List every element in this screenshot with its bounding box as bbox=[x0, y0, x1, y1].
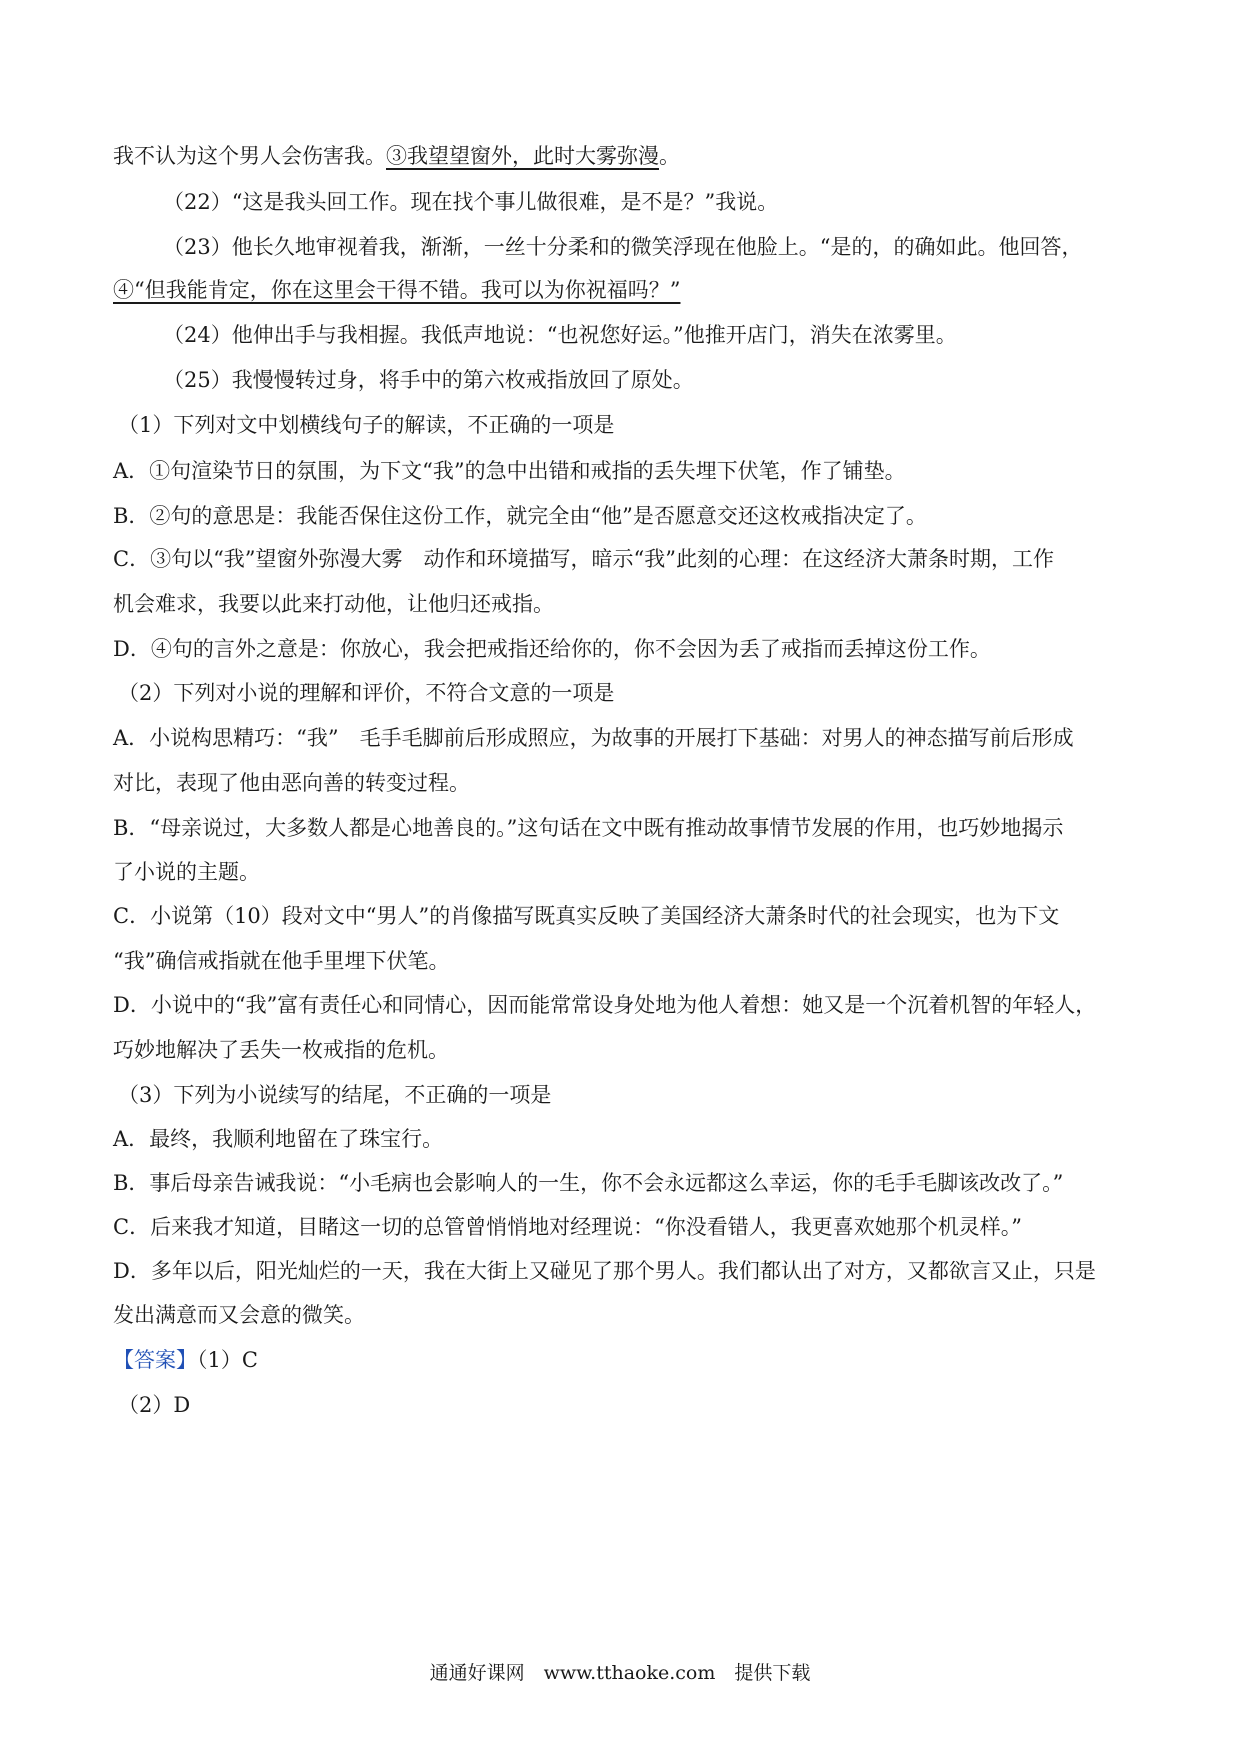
question-3-option-b: B．事后母亲告诫我说：“小毛病也会影响人的一生，你不会永远都这么幸运，你的毛手毛脚该改改了。” bbox=[113, 1171, 1064, 1195]
question-2-option-d-line1: D．小说中的“我”富有责任心和同情心，因而能常常设身处地为他人着想：她又是一个沉着机智的年轻人， bbox=[113, 993, 1097, 1017]
answer-tag: 【答案】 bbox=[113, 1348, 197, 1372]
passage-p22: （22）“这是我头回工作。现在找个事儿做很难，是不是？”我说。 bbox=[163, 190, 779, 214]
answer-1: （1）C bbox=[197, 1348, 258, 1372]
question-1-option-c-line2: 机会难求，我要以此来打动他，让他归还戒指。 bbox=[113, 592, 554, 616]
underlined-sentence-4: ④“但我能肯定，你在这里会干得不错。我可以为你祝福吗？” bbox=[113, 278, 681, 302]
question-1-option-a: A．①句渲染节日的氛围，为下文“我”的急中出错和戒指的丢失埋下伏笔，作了铺垫。 bbox=[113, 459, 906, 483]
question-1-stem: （1）下列对文中划横线句子的解读，不正确的一项是 bbox=[118, 413, 615, 437]
p21-text: 我不认为这个男人会伤害我。 bbox=[113, 144, 386, 168]
answer-2: （2）D bbox=[118, 1393, 191, 1417]
passage-p21-tail bbox=[113, 141, 680, 171]
page-footer: 通通好课网 www.tthaoke.com 提供下载 bbox=[429, 1662, 811, 1684]
question-2-option-b-line1: B．“母亲说过，大多数人都是心地善良的。”这句话在文中既有推动故事情节发展的作用，也巧妙地揭示 bbox=[113, 816, 1064, 840]
question-2-option-c-line1: C．小说第（10）段对文中“男人”的肖像描写既真实反映了美国经济大萧条时代的社会现实，也为下文 bbox=[113, 904, 1060, 928]
question-3-option-d-line2: 发出满意而又会意的微笑。 bbox=[113, 1303, 365, 1327]
question-2-option-c-line2: “我”确信戒指就在他手里埋下伏笔。 bbox=[113, 949, 450, 973]
question-3-stem: （3）下列为小说续写的结尾，不正确的一项是 bbox=[118, 1083, 552, 1107]
question-1-option-d: D．④句的言外之意是：你放心，我会把戒指还给你的，你不会因为丢了戒指而丢掉这份工作。 bbox=[113, 637, 991, 661]
question-2-option-a-line2: 对比，表现了他由恶向善的转变过程。 bbox=[113, 771, 470, 795]
question-2-option-b-line2: 了小说的主题。 bbox=[113, 860, 260, 884]
question-1-option-c-line1: C．③句以“我”望窗外弥漫大雾 动作和环境描写，暗示“我”此刻的心理：在这经济大萧条时期，工作 bbox=[113, 547, 1055, 571]
question-2-option-a-line1: A．小说构思精巧：“我” 毛手毛脚前后形成照应，为故事的开展打下基础：对男人的神态描写前后形成 bbox=[113, 726, 1074, 750]
passage-p25: （25）我慢慢转过身，将手中的第六枚戒指放回了原处。 bbox=[163, 368, 694, 392]
question-2-option-d-line2: 巧妙地解决了丢失一枚戒指的危机。 bbox=[113, 1038, 449, 1062]
p21-period: 。 bbox=[659, 144, 680, 168]
answer-line-1 bbox=[113, 1345, 258, 1375]
question-3-option-a: A．最终，我顺利地留在了珠宝行。 bbox=[113, 1127, 444, 1151]
question-2-stem: （2）下列对小说的理解和评价，不符合文意的一项是 bbox=[118, 681, 615, 705]
passage-p24: （24）他伸出手与我相握。我低声地说：“也祝您好运。”他推开店门，消失在浓雾里。 bbox=[163, 323, 957, 347]
underlined-sentence-3: ③我望望窗外，此时大雾弥漫 bbox=[386, 144, 659, 168]
passage-p23-line1: （23）他长久地审视着我，渐渐，一丝十分柔和的微笑浮现在他脸上。“是的，的确如此。他回答， bbox=[163, 235, 1083, 259]
question-3-option-d-line1: D．多年以后，阳光灿烂的一天，我在大街上又碰见了那个男人。我们都认出了对方，又都欲言又止，只是 bbox=[113, 1259, 1096, 1283]
question-3-option-c: C．后来我才知道，目睹这一切的总管曾悄悄地对经理说：“你没看错人，我更喜欢她那个机灵样。” bbox=[113, 1215, 1023, 1239]
question-1-option-b: B．②句的意思是：我能否保住这份工作，就完全由“他”是否愿意交还这枚戒指决定了。 bbox=[113, 504, 927, 528]
